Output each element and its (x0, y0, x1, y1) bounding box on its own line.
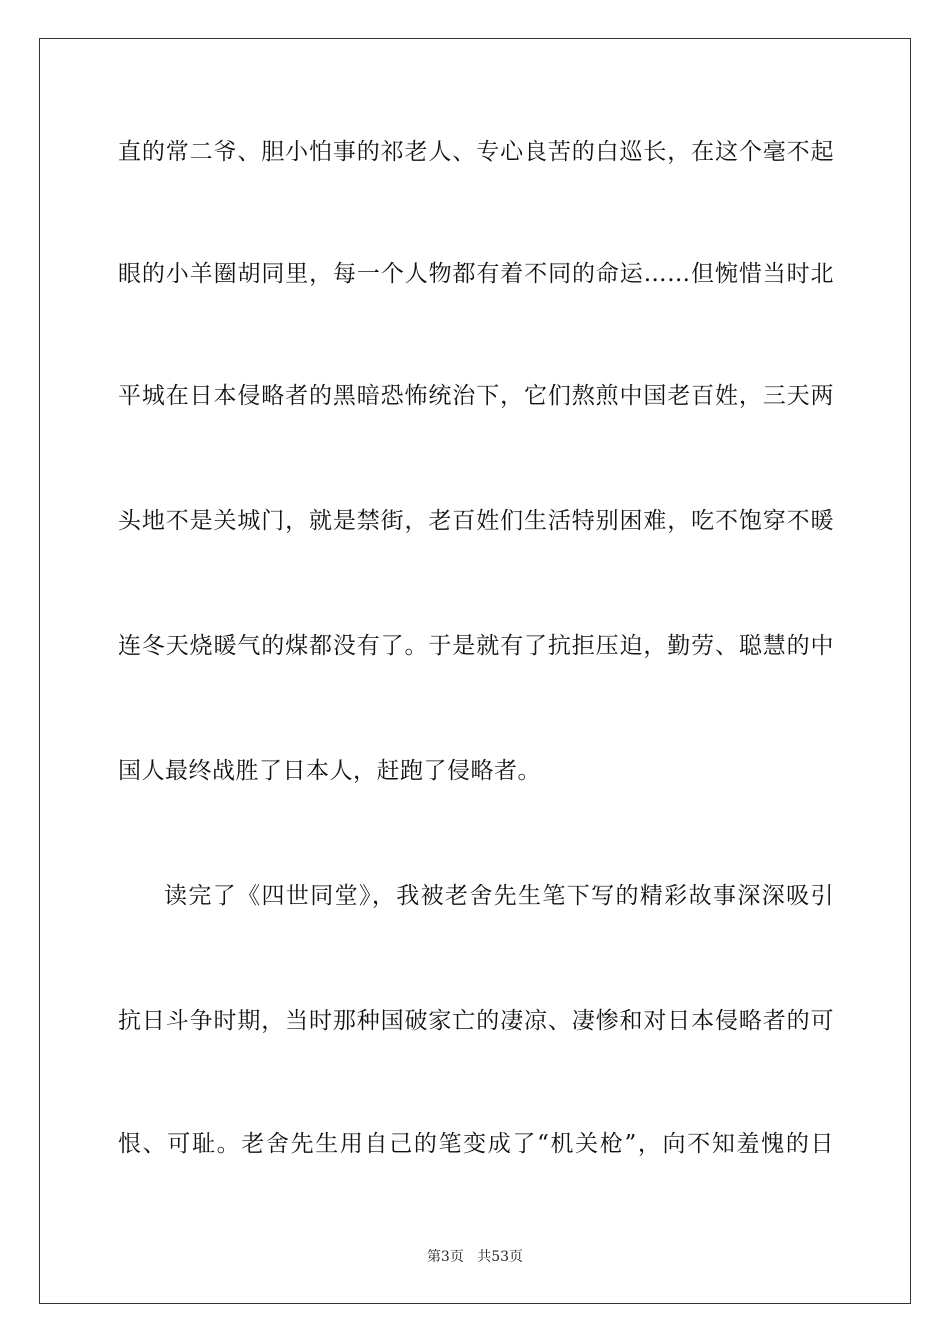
body-text-line: 连冬天烧暖气的煤都没有了。于是就有了抗拒压迫，勤劳、聪慧的中 (118, 633, 834, 659)
body-text-line: 国人最终战胜了日本人，赶跑了侵略者。 (118, 758, 541, 784)
body-text-line: 平城在日本侵略者的黑暗恐怖统治下，它们熬煎中国老百姓，三天两 (118, 383, 834, 409)
paragraph-first-line: 读完了《四世同堂》，我被老舍先生笔下写的精彩故事深深吸引 (164, 883, 834, 909)
body-text-line: 恨、可耻。老舍先生用自己的笔变成了“机关枪”，向不知羞愧的日 (118, 1131, 834, 1157)
page-border (39, 38, 911, 1304)
body-text-line: 直的常二爷、胆小怕事的祁老人、专心良苦的白巡长，在这个毫不起 (118, 139, 834, 165)
page-number: 第3页 (426, 1249, 464, 1265)
body-text-line: 眼的小羊圈胡同里，每一个人物都有着不同的命运……但惋惜当时北 (118, 261, 834, 287)
page-footer (0, 1248, 950, 1266)
page-total: 共53页 (477, 1249, 524, 1265)
body-text-line: 头地不是关城门，就是禁街，老百姓们生活特别困难，吃不饱穿不暖 (118, 508, 834, 534)
body-text-line: 抗日斗争时期，当时那种国破家亡的凄凉、凄惨和对日本侵略者的可 (118, 1008, 834, 1034)
